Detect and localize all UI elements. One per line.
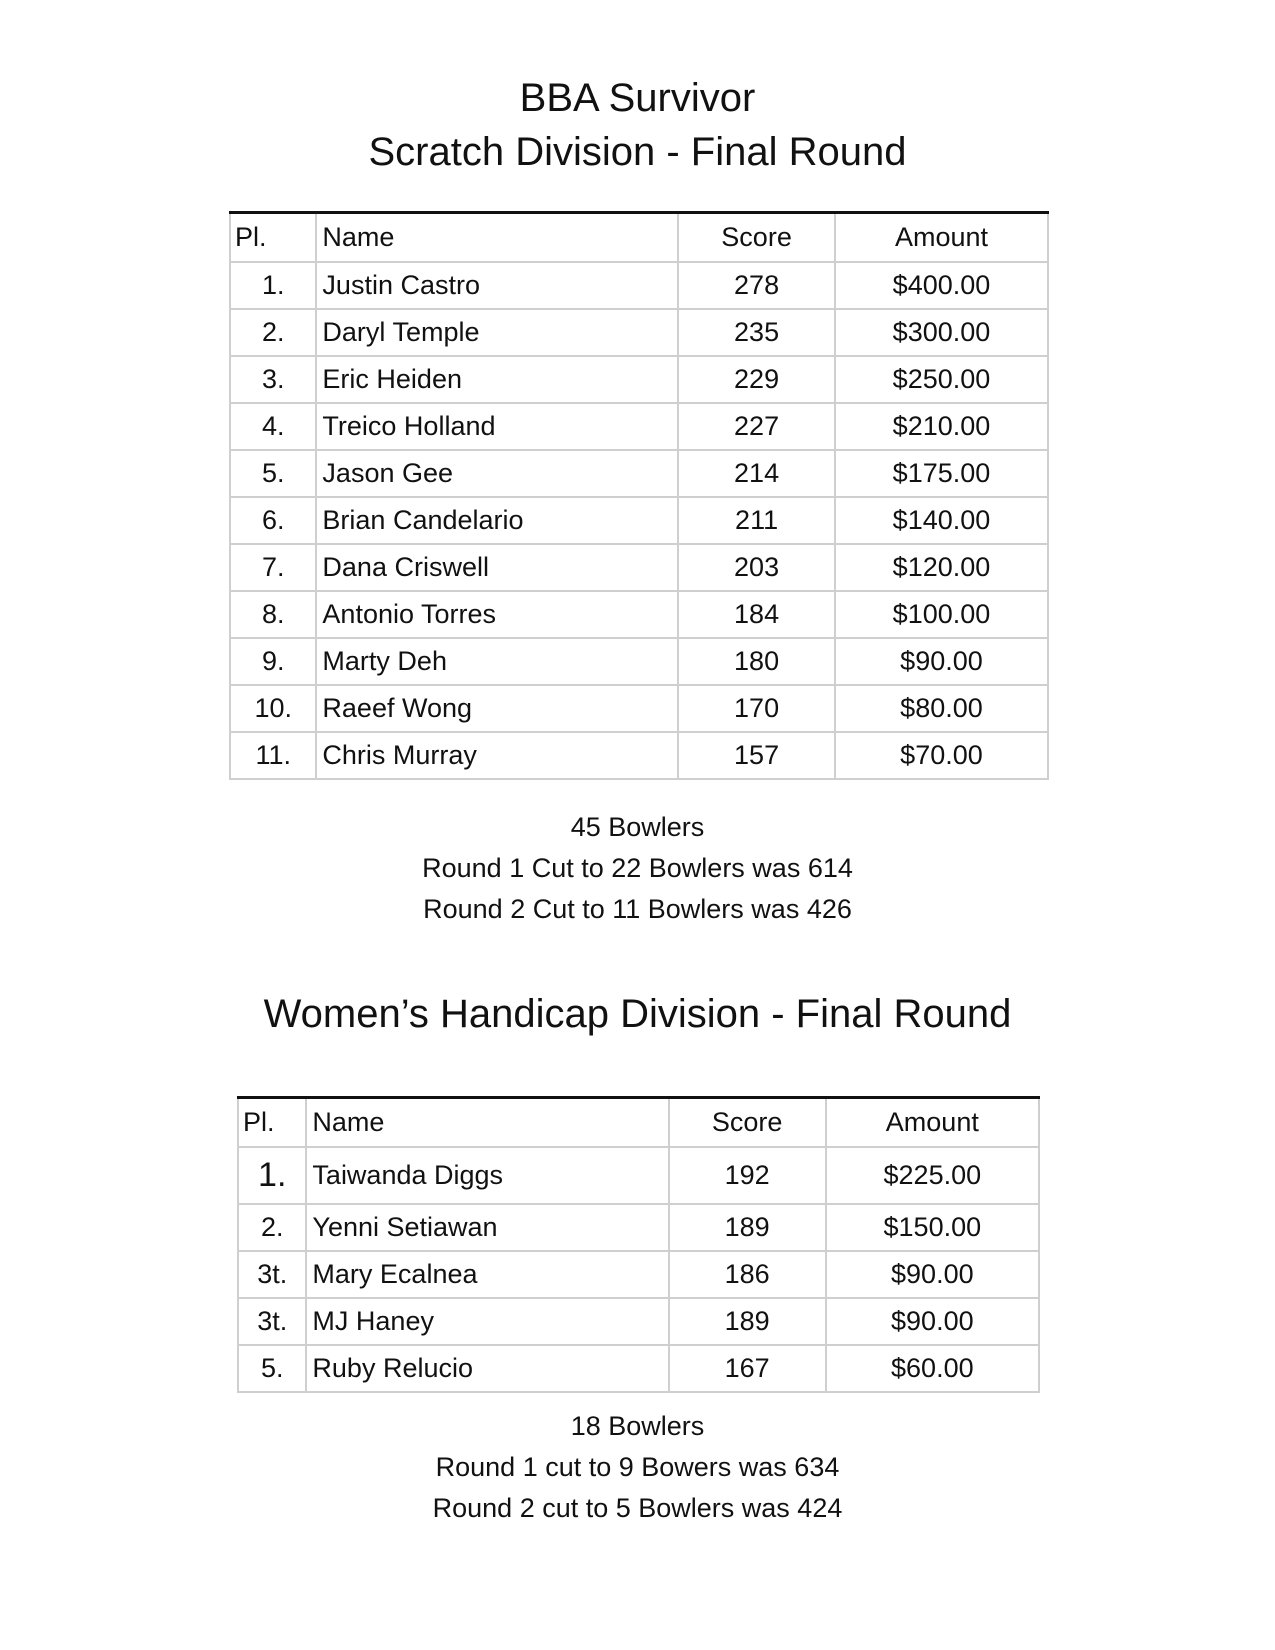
name-cell: Raeef Wong [316,685,678,732]
table-row [230,356,1048,403]
place-cell: 2. [230,309,316,356]
col-header-place: Pl. [230,213,316,262]
table-row [238,1147,1039,1204]
table-row [238,1345,1039,1392]
table-row [230,544,1048,591]
name-cell: Daryl Temple [316,309,678,356]
col-header-name: Name [306,1098,668,1147]
place-cell: 3. [230,356,316,403]
score-cell: 214 [678,450,835,497]
score-cell: 157 [678,732,835,779]
place-cell: 6. [230,497,316,544]
table-header-row [238,1098,1039,1147]
table-row [230,403,1048,450]
name-cell: Chris Murray [316,732,678,779]
col-header-score: Score [669,1098,826,1147]
score-cell: 167 [669,1345,826,1392]
table-header-row [230,213,1048,262]
amount-cell: $80.00 [835,685,1048,732]
amount-cell: $140.00 [835,497,1048,544]
place-cell: 7. [230,544,316,591]
place-cell: 11. [230,732,316,779]
amount-cell: $60.00 [826,1345,1039,1392]
page-title: BBA Survivor [519,76,756,120]
place-cell: 8. [230,591,316,638]
amount-cell: $225.00 [826,1147,1039,1204]
amount-cell: $70.00 [835,732,1048,779]
amount-cell: $150.00 [826,1204,1039,1251]
table-row [230,732,1048,779]
table-row [230,450,1048,497]
col-header-name: Name [316,213,678,262]
name-cell: Mary Ecalnea [306,1251,668,1298]
score-cell: 189 [669,1204,826,1251]
name-cell: Marty Deh [316,638,678,685]
amount-cell: $90.00 [826,1298,1039,1345]
score-cell: 189 [669,1298,826,1345]
col-header-score: Score [678,213,835,262]
table-row [230,591,1048,638]
name-cell: Jason Gee [316,450,678,497]
name-cell: Dana Criswell [316,544,678,591]
amount-cell: $90.00 [835,638,1048,685]
table-row [230,685,1048,732]
name-cell: Brian Candelario [316,497,678,544]
col-header-place: Pl. [238,1098,306,1147]
score-cell: 180 [678,638,835,685]
womens-division-title: Women’s Handicap Division - Final Round [263,992,1012,1036]
name-cell: Yenni Setiawan [306,1204,668,1251]
amount-cell: $400.00 [835,262,1048,309]
scratch-round2-cut: Round 2 Cut to 11 Bowlers was 426 [423,894,852,924]
name-cell: Eric Heiden [316,356,678,403]
table-row [230,497,1048,544]
amount-cell: $300.00 [835,309,1048,356]
place-cell: 1. [238,1147,306,1204]
table-row [238,1204,1039,1251]
scratch-results-table [229,211,1049,780]
womens-bowler-count: 18 Bowlers [570,1411,705,1441]
place-cell: 5. [238,1345,306,1392]
womens-round1-cut: Round 1 cut to 9 Bowers was 634 [435,1452,840,1482]
name-cell: Ruby Relucio [306,1345,668,1392]
name-cell: MJ Haney [306,1298,668,1345]
place-cell: 5. [230,450,316,497]
score-cell: 186 [669,1251,826,1298]
amount-cell: $90.00 [826,1251,1039,1298]
place-cell: 3t. [238,1251,306,1298]
col-header-amount: Amount [826,1098,1039,1147]
name-cell: Treico Holland [316,403,678,450]
womens-round2-cut: Round 2 cut to 5 Bowlers was 424 [432,1493,843,1523]
place-cell: 1. [230,262,316,309]
table-row [238,1298,1039,1345]
col-header-amount: Amount [835,213,1048,262]
table-row [230,262,1048,309]
amount-cell: $100.00 [835,591,1048,638]
score-cell: 192 [669,1147,826,1204]
table-row [230,638,1048,685]
score-cell: 203 [678,544,835,591]
name-cell: Justin Castro [316,262,678,309]
score-cell: 211 [678,497,835,544]
score-cell: 170 [678,685,835,732]
amount-cell: $120.00 [835,544,1048,591]
place-cell: 10. [230,685,316,732]
name-cell: Antonio Torres [316,591,678,638]
table-row [230,309,1048,356]
score-cell: 184 [678,591,835,638]
womens-results-table [237,1096,1040,1393]
place-cell: 4. [230,403,316,450]
place-cell: 2. [238,1204,306,1251]
score-cell: 229 [678,356,835,403]
scratch-division-title: Scratch Division - Final Round [368,130,907,174]
score-cell: 278 [678,262,835,309]
place-cell: 9. [230,638,316,685]
scratch-bowler-count: 45 Bowlers [570,812,705,842]
amount-cell: $175.00 [835,450,1048,497]
name-cell: Taiwanda Diggs [306,1147,668,1204]
table-row [238,1251,1039,1298]
score-cell: 235 [678,309,835,356]
place-cell: 3t. [238,1298,306,1345]
scratch-round1-cut: Round 1 Cut to 22 Bowlers was 614 [422,853,853,883]
amount-cell: $210.00 [835,403,1048,450]
score-cell: 227 [678,403,835,450]
amount-cell: $250.00 [835,356,1048,403]
